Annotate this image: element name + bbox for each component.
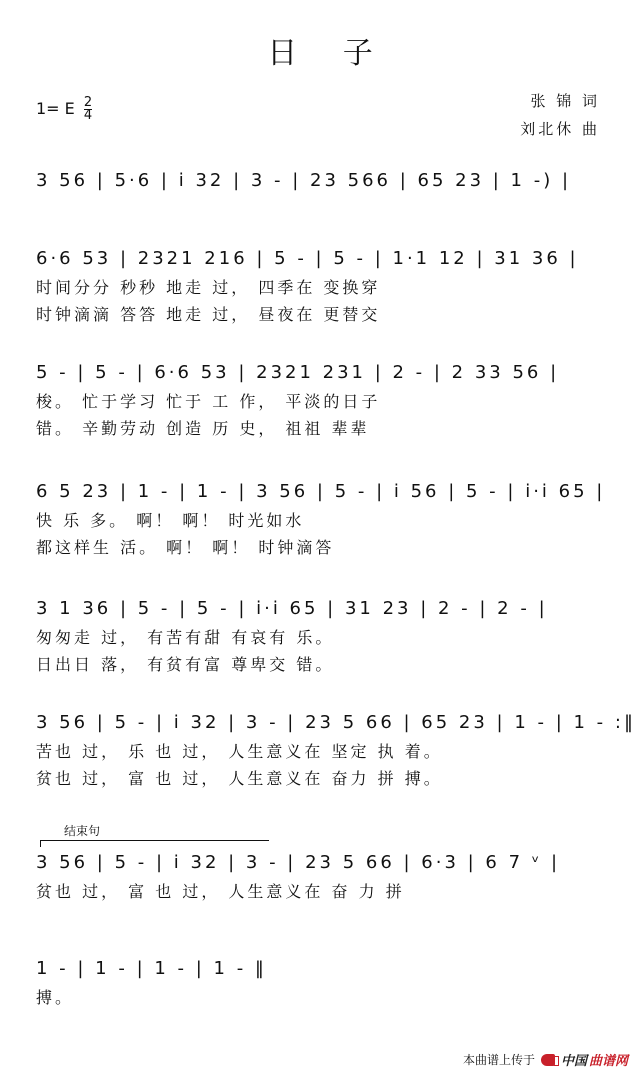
lyric-verse-2: 错。 辛勤劳动 创造 历 史， 祖祖 辈辈 bbox=[36, 419, 370, 438]
score-system-8 bbox=[36, 958, 267, 1008]
footer-watermark bbox=[463, 1050, 628, 1069]
ending-phrase-label: 结束句 bbox=[64, 824, 101, 838]
song-title: 日 子 bbox=[267, 36, 391, 71]
lyricist-credit: 张 锦 词 bbox=[530, 92, 600, 110]
key-label: 1= E bbox=[36, 99, 75, 118]
lyric-verse-2: 贫也 过， 富 也 过， 人生意义在 奋力 拼 搏。 bbox=[36, 769, 443, 788]
score-system-6 bbox=[36, 712, 636, 789]
score-system-7 bbox=[36, 852, 560, 902]
ending-bracket bbox=[40, 840, 269, 847]
site-name-part-2: 曲谱网 bbox=[588, 1054, 628, 1069]
notation-line: 3 56 | 5·6 | i 32 | 3 - | 23 566 | 65 23 | 1 -) | bbox=[36, 170, 572, 191]
notation-line: 3 56 | 5 - | i 32 | 3 - | 23 5 66 | 65 23 | 1 - | 1 - :‖ bbox=[36, 712, 636, 733]
lyric-verse-1: 快 乐 多。 啊！ 啊！ 时光如水 bbox=[36, 511, 305, 530]
score-system-3 bbox=[36, 362, 559, 439]
notation-line: 1 - | 1 - | 1 - | 1 - ‖ bbox=[36, 958, 267, 979]
key-signature bbox=[36, 97, 92, 122]
lyric-verse-2: 都这样生 活。 啊！ 啊！ 时钟滴答 bbox=[36, 538, 335, 557]
lyric-verse-2: 日出日 落， 有贫有富 尊卑交 错。 bbox=[36, 655, 335, 674]
score-system-2 bbox=[36, 248, 579, 325]
notation-line: 5 - | 5 - | 6·6 53 | 2321 231 | 2 - | 2 33 56 | bbox=[36, 362, 560, 383]
lyric-verse-1: 时间分分 秒秒 地走 过， 四季在 变换穿 bbox=[36, 278, 381, 297]
upload-notice: 本曲谱上传于 bbox=[462, 1053, 535, 1067]
site-logo[interactable] bbox=[541, 1050, 628, 1069]
notation-line: 6·6 53 | 2321 216 | 5 - | 5 - | 1·1 12 | 31 36 | bbox=[36, 248, 579, 269]
site-name-part-1: 中国 bbox=[560, 1054, 587, 1069]
notation-line: 3 56 | 5 - | i 32 | 3 - | 23 5 66 | 6·3 | 6 7 ᵛ | bbox=[36, 852, 561, 873]
site-logo-icon bbox=[541, 1054, 555, 1066]
lyric-verse-1: 搏。 bbox=[36, 988, 75, 1007]
score-system-5 bbox=[36, 598, 548, 675]
score-system-1 bbox=[36, 170, 571, 191]
score-system-4 bbox=[36, 481, 605, 558]
time-signature bbox=[84, 97, 92, 122]
notation-line: 3 1 36 | 5 - | 5 - | i·i 65 | 31 23 | 2 - | 2 - | bbox=[36, 598, 548, 619]
composer-credit: 刘北休 曲 bbox=[520, 120, 600, 138]
time-numerator: 2 bbox=[83, 95, 93, 110]
lyric-verse-1: 匆匆走 过， 有苦有甜 有哀有 乐。 bbox=[36, 628, 335, 647]
lyric-verse-1: 梭。 忙于学习 忙于 工 作， 平淡的日子 bbox=[36, 392, 381, 411]
notation-line: 6 5 23 | 1 - | 1 - | 3 56 | 5 - | i 56 | 5 - | i·i 65 | bbox=[36, 481, 606, 502]
lyric-verse-2: 时钟滴滴 答答 地走 过， 昼夜在 更替交 bbox=[36, 305, 381, 324]
time-denominator: 4 bbox=[83, 108, 93, 123]
lyric-verse-1: 苦也 过， 乐 也 过， 人生意义在 坚定 执 着。 bbox=[36, 742, 443, 761]
lyric-verse-1: 贫也 过， 富 也 过， 人生意义在 奋 力 拼 bbox=[36, 882, 405, 901]
